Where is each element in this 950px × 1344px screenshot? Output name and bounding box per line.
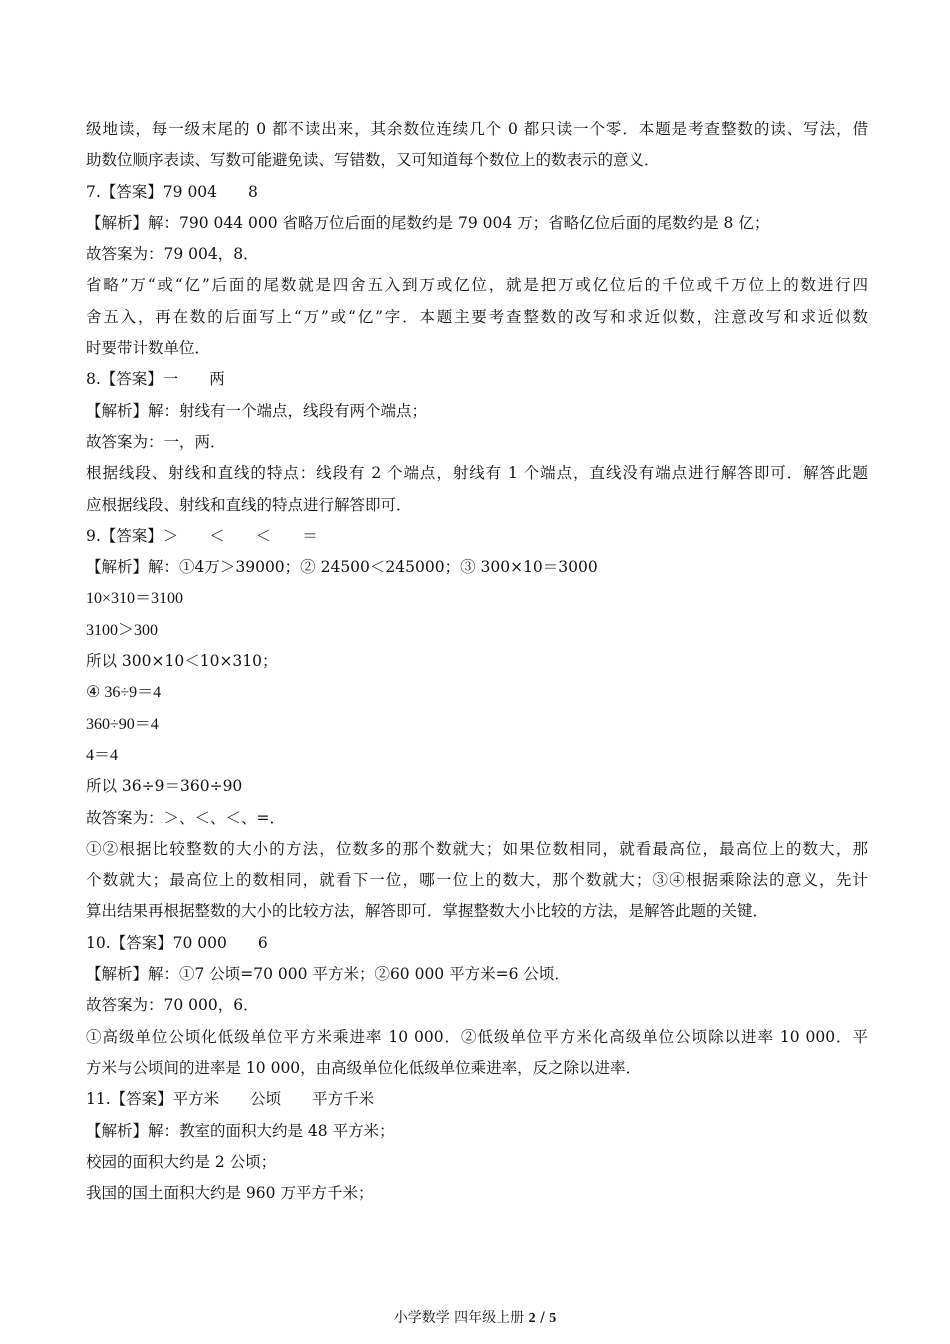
text-line: ①高级单位公顷化低级单位平方米乘进率 10 000．②低级单位平方米化高级单位公顷除以进率 10 000．平 [86, 1027, 868, 1046]
math-line: 10×310＝3100 [86, 590, 184, 608]
text-line: 方米与公顷间的进率是 10 000，由高级单位化低级单位乘进率，反之除以进率． [86, 1058, 642, 1077]
text-line: 校园的面积大约是 2 公顷； [86, 1152, 277, 1171]
text-line: 故答案为：70 000，6． [86, 996, 259, 1015]
text-line: 根据线段、射线和直线的特点：线段有 2 个端点，射线有 1 个端点，直线没有端点进行解答即可．解答此题 [86, 464, 868, 483]
text-line: 省略”万“或“亿”后面的尾数就是四舍五入到万或亿位，就是把万或亿位后的千位或千万位上的数进行四 [86, 276, 868, 295]
document-body [86, 114, 868, 1209]
text-line: 故答案为：＞、＜、＜、=． [86, 808, 285, 827]
analysis-line: 【解析】解：射线有一个端点，线段有两个端点； [86, 401, 428, 420]
analysis-line: 【解析】解：①4万＞39000；② 24500＜245000；③ 300×10＝3000 [86, 558, 598, 577]
analysis-line: 【解析】解：①7 公顷=70 000 平方米；②60 000 平方米=6 公顷． [86, 965, 570, 984]
footer-label: 小学数学 四年级上册 [393, 1310, 525, 1326]
math-line: 所以 36÷9＝360÷90 [86, 777, 243, 796]
answer-line-10: 10.【答案】70 000 6 [86, 933, 268, 952]
math-line: 4＝4 [86, 746, 119, 764]
answer-line-8: 8.【答案】一 两 [86, 370, 225, 389]
answer-line-7: 7.【答案】79 004 8 [86, 182, 258, 201]
text-line: 个数就大；最高位上的数相同，就看下一位，哪一位上的数大，那个数就大；③④根据乘除法的意义，先计 [86, 871, 868, 890]
page-footer [0, 1307, 950, 1327]
page-separator: / [535, 1310, 550, 1326]
answer-line-11: 11.【答案】平方米 公顷 平方千米 [86, 1090, 375, 1109]
page-number: 2 [528, 1311, 536, 1326]
page-total: 5 [549, 1311, 557, 1326]
text-line: 时要带计数单位． [86, 339, 211, 358]
text-line: 故答案为：79 004，8． [86, 245, 259, 264]
text-line: 助数位顺序表读、写数可能避免读、写错数，又可知道每个数位上的数表示的意义． [86, 151, 660, 170]
answer-line-9: 9.【答案】＞ ＜ ＜ ＝ [86, 526, 318, 545]
math-line: 所以 300×10＜10×310； [86, 652, 278, 671]
analysis-line: 【解析】解：790 044 000 省略万位后面的尾数约是 79 004 万；省略亿位后面的尾数约是 8 亿； [86, 213, 770, 232]
math-line: 360÷90＝4 [86, 715, 159, 733]
text-line: ①②根据比较整数的大小的方法，位数多的那个数就大；如果位数相同，就看最高位，最高位上的数大，那 [86, 839, 868, 858]
text-line: 舍五入，再在数的后面写上“万”或“亿”字．本题主要考查整数的改写和求近似数，注意改写和求近似数 [86, 307, 868, 326]
math-line: ④ 36÷9＝4 [86, 684, 162, 702]
text-line: 应根据线段、射线和直线的特点进行解答即可． [86, 495, 412, 514]
text-line: 级地读，每一级末尾的 0 都不读出来，其余数位连续几个 0 都只读一个零．本题是考查整数的读、写法，借 [86, 120, 868, 138]
text-line: 算出结果再根据整数的大小的比较方法，解答即可．掌握整数大小比较的方法，是解答此题的关键． [86, 902, 769, 921]
text-line: 我国的国土面积大约是 960 万平方千米； [86, 1184, 374, 1203]
analysis-line: 【解析】解：教室的面积大约是 48 平方米； [86, 1121, 395, 1140]
math-line: 3100＞300 [86, 621, 159, 639]
text-line: 故答案为：一，两． [86, 432, 226, 451]
